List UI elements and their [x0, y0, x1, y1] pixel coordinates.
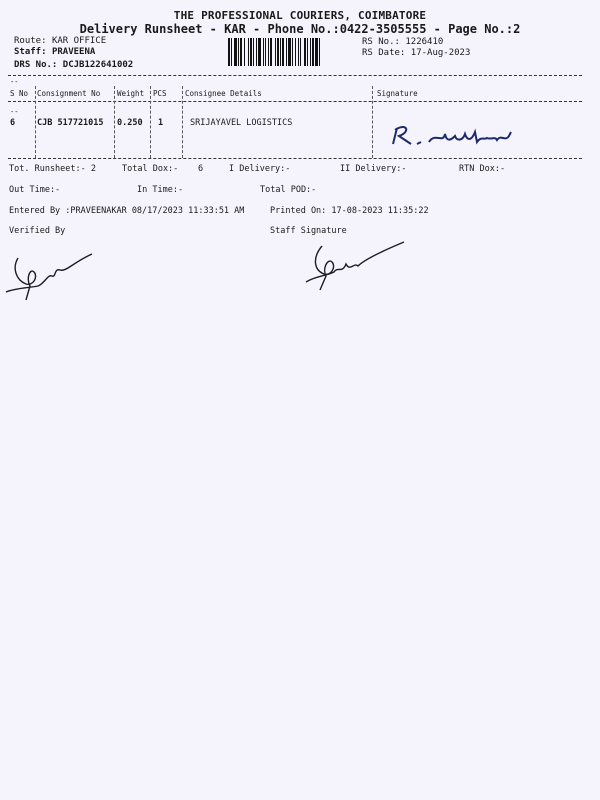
staff-value: PRAVEENA: [51, 47, 96, 57]
cell-consignment: CJB 517721015: [37, 118, 104, 128]
total-dox-label: Total Dox:-: [122, 164, 179, 174]
staff-signature: [300, 238, 410, 298]
total-dox-value: 6: [198, 164, 204, 174]
col-sno: S No: [10, 89, 29, 98]
staff-label: Staff:: [14, 47, 47, 57]
out-time: Out Time:-: [9, 185, 61, 195]
barcode: [228, 38, 352, 66]
cell-pcs: 1: [158, 118, 164, 128]
cell-weight: 0.250: [117, 118, 143, 128]
drs-label: DRS No.:: [14, 60, 58, 70]
tot-runsheet: Tot. Runsheet:- 2: [9, 164, 96, 174]
runsheet-title: Delivery Runsheet - KAR - Phone No.:0422-3505555 - Page No.:2: [79, 22, 521, 36]
col-weight: Weight: [117, 89, 145, 98]
printed-on: Printed On: 17-08-2023 11:35:22: [270, 206, 429, 216]
route-label: Route:: [14, 36, 47, 46]
col-signature: Signature: [377, 89, 418, 98]
staff-line: [14, 47, 95, 57]
rs-no-line: [362, 37, 443, 47]
col-consignee: Consignee Details: [185, 89, 262, 98]
ii-delivery: II Delivery:-: [340, 164, 407, 174]
route-value: KAR OFFICE: [51, 36, 107, 46]
staff-signature-label: Staff Signature: [270, 226, 347, 236]
recipient-signature: [385, 118, 525, 150]
divider-header: [8, 101, 582, 102]
verifier-signature: [4, 248, 99, 308]
rtn-dox: RTN Dox:-: [459, 164, 506, 174]
i-delivery: I Delivery:-: [229, 164, 291, 174]
drs-line: [14, 60, 133, 70]
cell-sno: 6: [10, 118, 16, 128]
route-line: [14, 36, 106, 46]
rs-date-value: 17-Aug-2023: [410, 48, 471, 58]
drs-value: DCJB122641002: [62, 60, 134, 70]
in-time: In Time:-: [137, 185, 184, 195]
cell-consignee: SRIJAYAVEL LOGISTICS: [190, 118, 293, 128]
divider-bottom: [8, 158, 582, 159]
col-consignment: Consignment No: [37, 89, 101, 98]
rs-date-label: RS Date:: [362, 48, 406, 58]
rs-date-line: [362, 48, 470, 58]
company-name: THE PROFESSIONAL COURIERS, COIMBATORE: [173, 9, 427, 22]
rs-no-value: 1226410: [405, 37, 444, 47]
entered-by: Entered By :PRAVEENAKAR 08/17/2023 11:33:51 AM: [9, 206, 245, 216]
divider-top: [8, 75, 582, 76]
rs-no-label: RS No.:: [362, 37, 400, 47]
col-pcs: PCS: [153, 89, 167, 98]
total-pod: Total POD:-: [260, 185, 317, 195]
verified-by: Verified By: [9, 226, 66, 236]
